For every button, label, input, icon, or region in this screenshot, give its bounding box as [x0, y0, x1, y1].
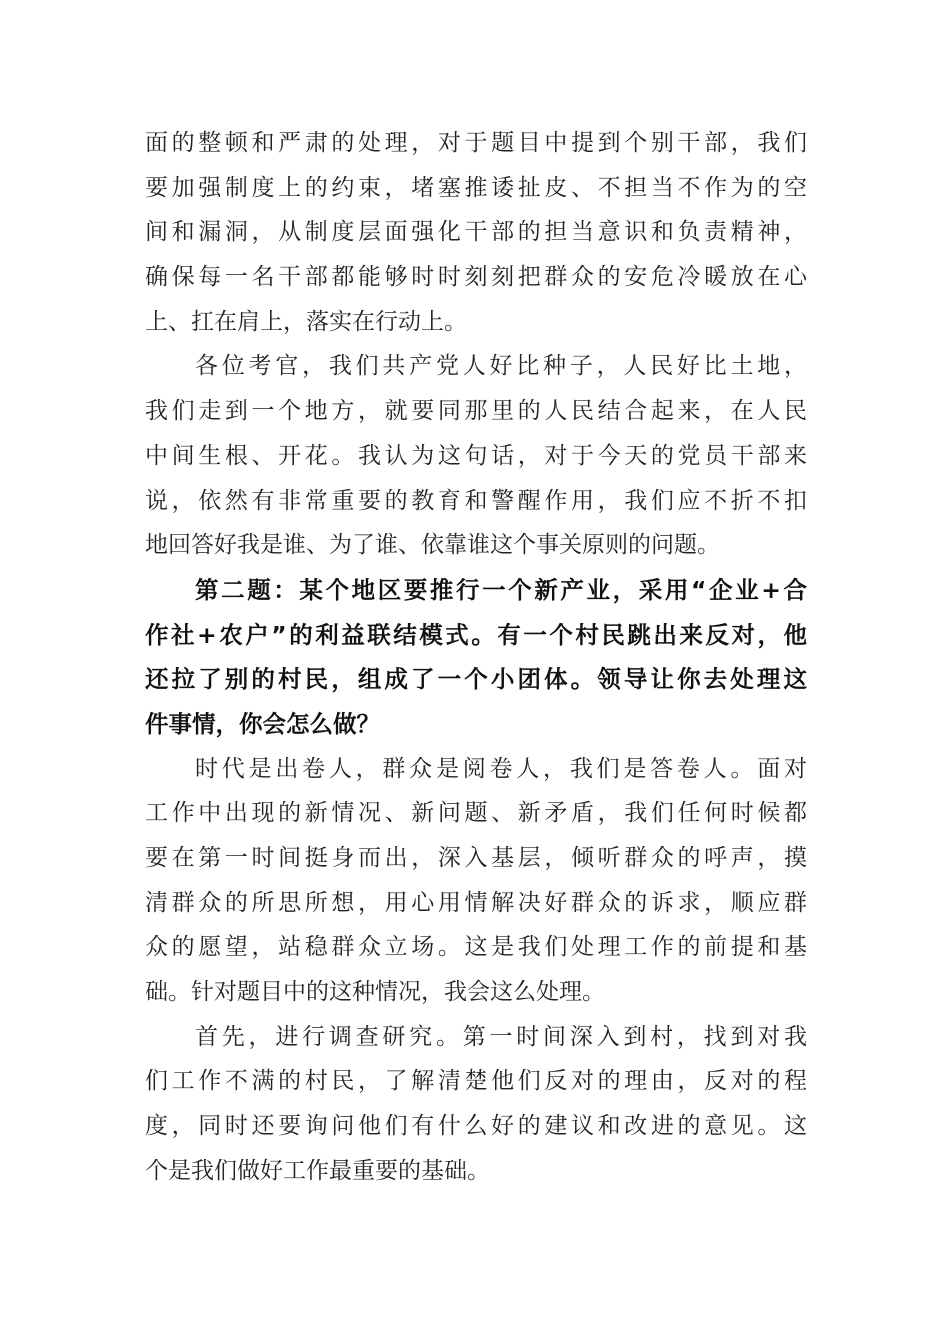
text-line: 众的愿望，站稳群众立场。这是我们处理工作的前提和基 [145, 934, 807, 961]
text-line: 们工作不满的村民，了解清楚他们反对的理由，反对的程 [145, 1068, 807, 1095]
question-heading [145, 568, 807, 747]
text-line: 件事情，你会怎么做？ [145, 709, 380, 738]
text-line: 我们走到一个地方，就要同那里的人民结合起来，在人民 [145, 398, 807, 425]
text-line: 地回答好我是谁、为了谁、依靠谁这个事关原则的问题。 [145, 532, 720, 559]
text-line: 要在第一时间挺身而出，深入基层，倾听群众的呼声，摸 [145, 845, 807, 871]
paragraph [145, 1015, 807, 1194]
text-line: 首先，进行调查研究。第一时间深入到村，找到对我 [195, 1023, 807, 1050]
text-line: 工作中出现的新情况、新问题、新矛盾，我们任何时候都 [145, 800, 807, 827]
text-line: 还拉了别的村民，组成了一个小团体。领导让你去处理这 [145, 665, 807, 694]
text-line: 第二题：某个地区要推行一个新产业，采用“企业+合 [195, 575, 807, 604]
text-line: 时代是出卷人，群众是阅卷人，我们是答卷人。面对 [195, 755, 807, 782]
text-line: 各位考官，我们共产党人好比种子，人民好比土地， [195, 353, 807, 380]
text-line: 间和漏洞，从制度层面强化干部的担当意识和负责精神， [145, 219, 807, 246]
text-line: 要加强制度上的约束，堵塞推诿扯皮、不担当不作为的空 [145, 174, 807, 201]
text-line: 作社+农户”的利益联结模式。有一个村民跳出来反对，他 [145, 620, 807, 649]
text-line: 说，依然有非常重要的教育和警醒作用，我们应不折不扣 [145, 487, 807, 514]
text-line: 中间生根、开花。我认为这句话，对于今天的党员干部来 [145, 442, 807, 469]
text-line: 度，同时还要询问他们有什么好的建议和改进的意见。这 [145, 1113, 807, 1140]
text-line: 础。针对题目中的这种情况，我会这么处理。 [145, 979, 605, 1006]
paragraph [145, 121, 807, 344]
text-line: 个是我们做好工作最重要的基础。 [145, 1157, 490, 1184]
text-line: 清群众的所思所想，用心用情解决好群众的诉求，顺应群 [145, 889, 807, 916]
paragraph [145, 344, 807, 567]
text-line: 上、扛在肩上，落实在行动上。 [145, 308, 467, 335]
text-line: 确保每一名干部都能够时时刻刻把群众的安危冷暖放在心 [145, 264, 807, 291]
document-page [145, 121, 807, 1194]
text-line: 面的整顿和严肃的处理，对于题目中提到个别干部，我们 [145, 130, 807, 156]
paragraph [145, 747, 807, 1015]
